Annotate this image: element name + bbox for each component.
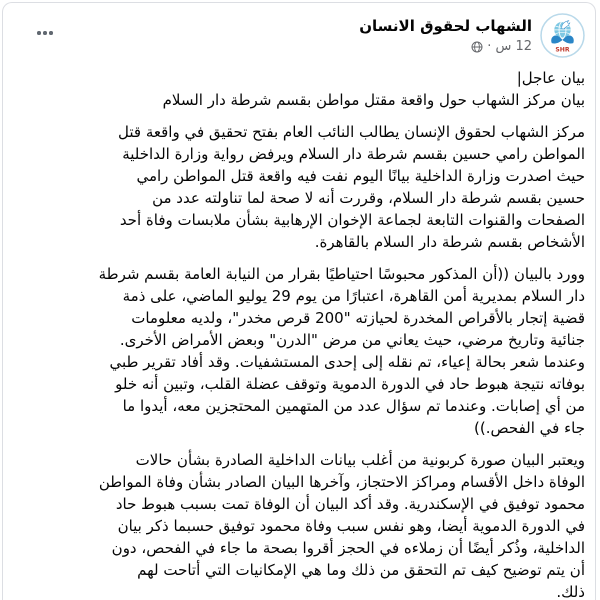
post-line: وعندما شعر بحالة إعياء، تم نقله إلى إحدى المستشفيات. وقد أفاد تقرير طبي: [109, 353, 585, 371]
post-line: في الدورة الدموية أيضا، وهو نفس سبب وفاة محمود توفيق حسبما ذكر بيان: [117, 517, 585, 535]
post-paragraph: [19, 263, 585, 439]
post-paragraph: [19, 67, 585, 111]
post-line: الصفحات والقنوات التابعة لجماعة الإخوان الإرهابية بشأن ملابسات وفاة أحد: [119, 211, 585, 229]
avatar-shr-text: SHR: [555, 46, 570, 54]
post-paragraph: [19, 449, 585, 600]
post-paragraph: [19, 121, 585, 253]
post-line: الأشخاص بقسم شرطة دار السلام بالقاهرة.: [314, 233, 585, 251]
post-line: ويعتبر البيان صورة كربونية من أغلب بيانات الداخلية الصادرة بشأن حالات: [135, 451, 585, 469]
more-options-icon: [37, 31, 53, 35]
post-line: دار السلام بمديرية أمن القاهرة، اعتبارًا من يوم 29 يوليو الماضي، على ذمة: [122, 287, 585, 305]
post-line: بيان مركز الشهاب حول واقعة مقتل مواطن بقسم شرطة دار السلام: [162, 91, 585, 109]
more-options-button[interactable]: [33, 27, 57, 39]
post-line: المواطن رامي حسين بقسم شرطة دار السلام ويرفض رواية وزارة الداخلية: [122, 145, 585, 163]
post-line: بوفاته نتيجة هبوط حاد في الدورة الدموية وتوقف عضلة القلب، وتبين أنه خلو: [115, 375, 585, 393]
post-card: [2, 2, 596, 600]
page-avatar[interactable]: [540, 13, 585, 58]
post-line: ذلك.: [556, 583, 585, 600]
post-line: محمود توفيق في الإسكندرية. وقد أكد البيان أن الوفاة تمت بسبب هبوط حاد: [115, 495, 585, 513]
post-meta: [359, 39, 532, 54]
post-line: الداخلية، وذُكر أيضًا أن زملاءه في الحجز أقروا بصحة ما جاء في الفحص، دون: [111, 539, 585, 557]
post-line: قضية إتجار بالأقراص المخدرة لحيازته "200 قرص مخدر"، ولديه معلومات: [131, 309, 585, 327]
page-name[interactable]: الشهاب لحقوق الانسان: [359, 17, 532, 35]
post-line: وورد بالبيان ((أن المذكور محبوسًا احتياطيًا بقرار من النيابة العامة بقسم شرطة: [98, 265, 585, 283]
post-header-identity: [359, 13, 585, 58]
post-line: أن يتم توضيح كيف تم التحقق من ذلك وما هي الإمكانيات التي أتاحت لهم: [137, 561, 585, 579]
shr-logo-icon: [541, 14, 584, 57]
post-line: من أي إصابات. وعندما تم سؤال عدد من المتهمين المحتجزين معه، أيدوا ما: [122, 397, 585, 415]
post-line: حيث اصدرت وزارة الداخلية بيانًا اليوم نفت فيه واقعة قتل المواطن رامي: [136, 167, 585, 185]
post-line: بيان عاجل|: [516, 69, 585, 87]
post-line: جاء في الفحص.)): [474, 419, 585, 437]
post-line: مركز الشهاب لحقوق الإنسان يطالب النائب العام بفتح تحقيق في واقعة قتل: [118, 123, 585, 141]
meta-separator: ·: [487, 39, 492, 54]
post-header-text: [359, 17, 532, 54]
post-timestamp[interactable]: 12 س: [495, 39, 532, 54]
post-body: [19, 67, 585, 600]
post-line: حسين بقسم شرطة دار السلام، وقررت أنه لا صحة لما تناولته عدد من: [152, 189, 585, 207]
post-header: [19, 13, 585, 58]
post-line: جنائية وتاريخ مرضي، حيث يعاني من مرض "الدرن" وبعض الأمراض الأخرى.: [119, 331, 585, 349]
post-line: الوفاة داخل الأقسام ومراكز الاحتجاز، وآخرها البيان الصادر بشأن وفاة المواطن: [98, 473, 585, 491]
globe-icon: [471, 41, 483, 53]
